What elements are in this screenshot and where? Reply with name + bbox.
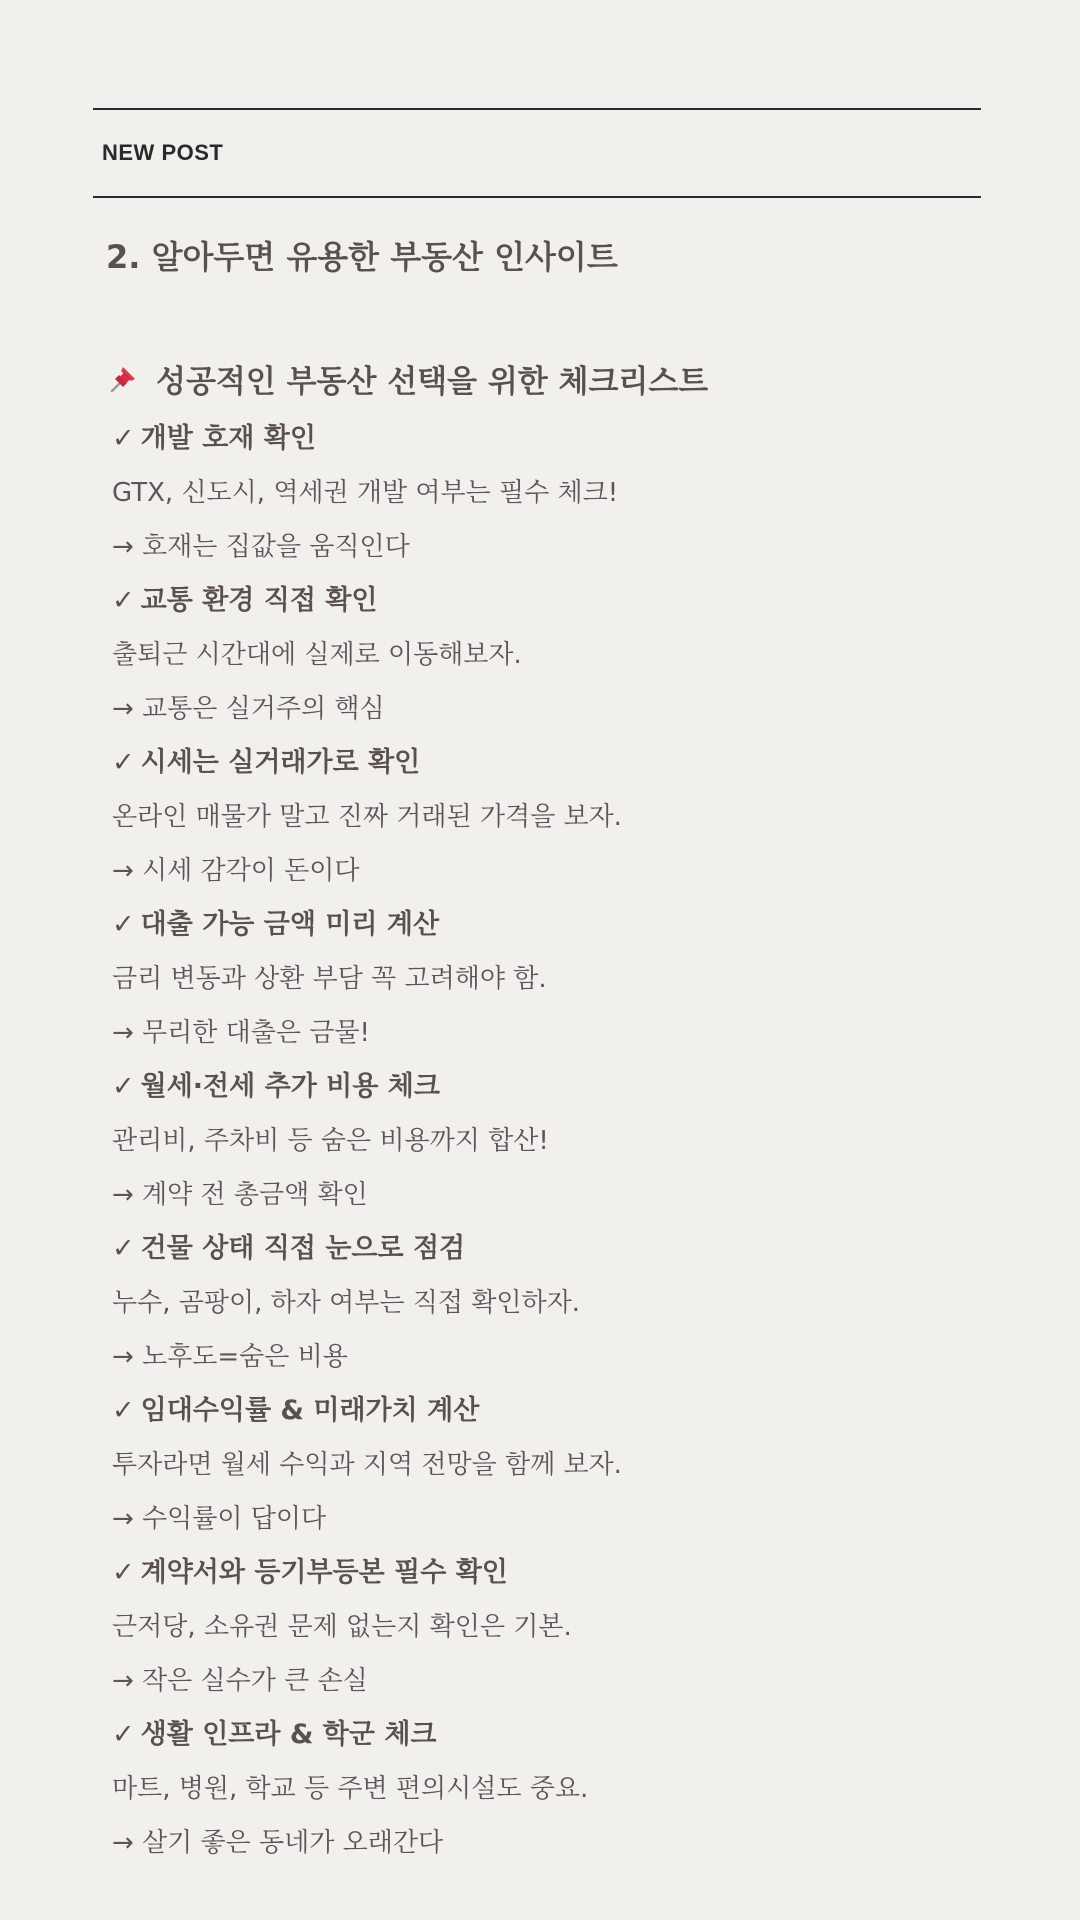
check-icon: ✓ (112, 1719, 135, 1750)
checklist-item-tip: → 수익률이 답이다 (112, 1504, 327, 1534)
pin-icon (106, 362, 140, 396)
checklist-title: 성공적인 부동산 선택을 위한 체크리스트 (156, 364, 709, 400)
checklist-item-tip: → 살기 좋은 동네가 오래간다 (112, 1828, 444, 1858)
checklist-item-title: 건물 상태 직접 눈으로 점검 (140, 1233, 466, 1264)
check-icon: ✓ (112, 1071, 135, 1102)
checklist-item-description: 투자라면 월세 수익과 지역 전망을 함께 보자. (112, 1450, 622, 1480)
check-icon: ✓ (112, 1233, 135, 1264)
check-icon: ✓ (112, 747, 135, 778)
check-icon: ✓ (112, 423, 135, 454)
check-icon: ✓ (112, 1395, 135, 1426)
checklist-item-title: 개발 호재 확인 (140, 423, 316, 454)
check-icon: ✓ (112, 1557, 135, 1588)
checklist-item-tip: → 계약 전 총금액 확인 (112, 1180, 368, 1210)
checklist-item-heading (112, 1384, 972, 1438)
checklist-heading (106, 356, 708, 401)
checklist-item-tip: → 노후도=숨은 비용 (112, 1342, 348, 1372)
header-top-divider (93, 108, 981, 110)
checklist-item-tip: → 호재는 집값을 움직인다 (112, 532, 410, 562)
checklist-item-heading (112, 898, 972, 952)
checklist-item-heading (112, 1546, 972, 1600)
checklist-item-heading (112, 1060, 972, 1114)
checklist-item-title: 계약서와 등기부등본 필수 확인 (140, 1557, 508, 1588)
checklist-item-tip: → 무리한 대출은 금물! (112, 1018, 370, 1048)
checklist-item-description: 마트, 병원, 학교 등 주변 편의시설도 중요. (112, 1774, 589, 1804)
checklist-item-heading (112, 1222, 972, 1276)
checklist-item-title: 시세는 실거래가로 확인 (140, 747, 421, 778)
checklist-item-title: 대출 가능 금액 미리 계산 (140, 909, 440, 940)
checklist-items (112, 412, 972, 1870)
checklist-item-description: 온라인 매물가 말고 진짜 거래된 가격을 보자. (112, 802, 622, 832)
section-title: 2. 알아두면 유용한 부동산 인사이트 (106, 238, 618, 276)
checklist-item-description: 관리비, 주차비 등 숨은 비용까지 합산! (112, 1126, 549, 1156)
checklist-item-tip: → 교통은 실거주의 핵심 (112, 694, 385, 724)
checklist-item-title: 임대수익률 & 미래가치 계산 (140, 1395, 480, 1426)
checklist-item-description: 누수, 곰팡이, 하자 여부는 직접 확인하자. (112, 1288, 580, 1318)
checklist-item-title: 생활 인프라 & 학군 체크 (140, 1719, 437, 1750)
checklist-item-heading (112, 412, 972, 466)
checklist-item-tip: → 시세 감각이 돈이다 (112, 856, 360, 886)
checklist-item-description: 금리 변동과 상환 부담 꼭 고려해야 함. (112, 964, 547, 994)
checklist-item-heading (112, 736, 972, 790)
checklist-item-description: 근저당, 소유권 문제 없는지 확인은 기본. (112, 1612, 572, 1642)
checklist-item-heading (112, 1708, 972, 1762)
checklist-item-description: 출퇴근 시간대에 실제로 이동해보자. (112, 640, 522, 670)
checklist-item-description: GTX, 신도시, 역세권 개발 여부는 필수 체크! (112, 478, 619, 508)
checklist-item-title: 교통 환경 직접 확인 (140, 585, 378, 616)
new-post-badge: NEW POST (102, 140, 224, 165)
checklist-item-title: 월세·전세 추가 비용 체크 (140, 1071, 440, 1102)
check-icon: ✓ (112, 909, 135, 940)
checklist-item-tip: → 작은 실수가 큰 손실 (112, 1666, 368, 1696)
checklist-item-heading (112, 574, 972, 628)
check-icon: ✓ (112, 585, 135, 616)
header-bottom-divider (93, 196, 981, 198)
